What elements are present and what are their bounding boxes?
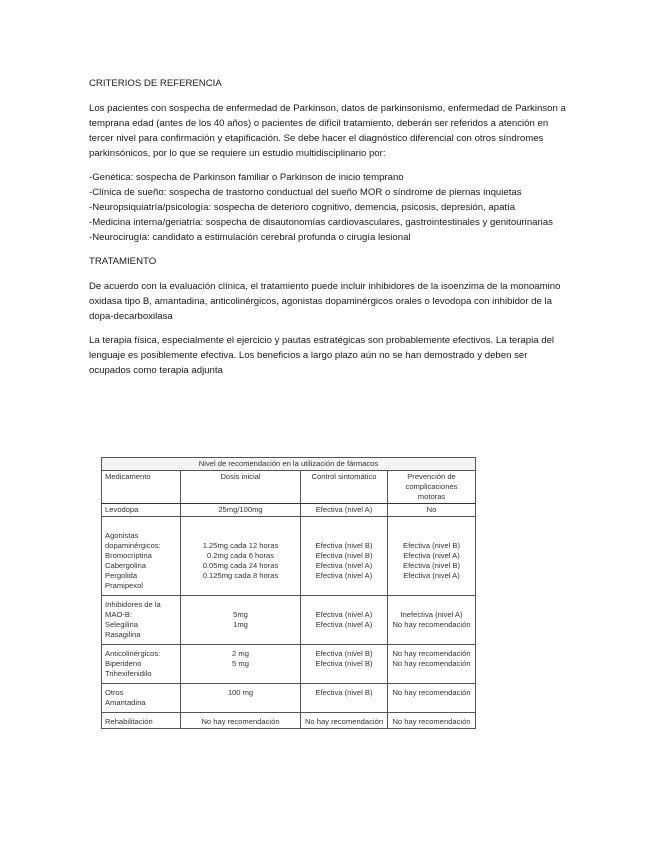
control-line: Efectiva (nivel A) (315, 571, 373, 580)
cell-dose: No hay recomendación (181, 713, 301, 729)
document-page (89, 76, 567, 387)
table-row-levodopa (102, 504, 476, 517)
drug-line: Agonistas (105, 531, 139, 540)
cell-drug-group (102, 645, 181, 684)
cell-prevention: No hay recomendación (388, 684, 476, 713)
cell-control-group (301, 645, 388, 684)
dose-line: 2 mg (232, 649, 249, 658)
dose-line: 5 mg (232, 659, 249, 668)
heading-tratamiento: TRATAMIENTO (89, 256, 157, 267)
cell-dose-group (181, 596, 301, 645)
drug-line: Trihexifenidilo (105, 669, 152, 678)
bullet-list (89, 170, 567, 245)
dose-line: 0.2mg cada 6 horas (206, 551, 275, 560)
cell-prevention: No (388, 504, 476, 517)
drug-line: dopaminérgicos: (105, 541, 161, 550)
drug-table-image (101, 457, 476, 729)
table-row-otros (102, 684, 476, 713)
drug-line: Bromocriptina (105, 551, 152, 560)
table-row-rehabilitacion (102, 713, 476, 729)
header-prevencion: Prevención de complicaciones motoras (388, 471, 476, 504)
cell-control: Efectiva (nivel B) (301, 684, 388, 713)
control-line: Efectiva (nivel A) (315, 620, 373, 629)
cell-dose-group (181, 517, 301, 596)
bullet-medicina-interna: -Medicina interna/geriatría: sospecha de disautonomías cardiovasculares, gastrointestinales y genitourinarias (89, 217, 553, 228)
cell-dose: 25mg/100mg (181, 504, 301, 517)
dose-line: 5mg (233, 610, 248, 619)
header-dosis: Dosis inicial (181, 471, 301, 504)
bullet-sueno: -Clínica de sueño: sospecha de trastorno conductual del sueño MOR o síndrome de piernas inquietas (89, 187, 522, 198)
cell-drug: Rehabilitación (102, 713, 181, 729)
prevention-line: Efectiva (nivel B) (403, 561, 460, 570)
drug-line: Pergolida (105, 571, 138, 580)
paragraph-terapia: La terapia física, especialmente el ejercicio y pautas estratégicas son probablemente efectivos. La terapia del lenguaje es posiblemente efectiva. Los beneficios a largo plazo aún no se han demostrado y deben ser ocupados como terapia adjunta (89, 335, 555, 376)
control-line: Efectiva (nivel A) (315, 610, 373, 619)
dose-line: 1mg (233, 620, 248, 629)
control-line: Efectiva (nivel B) (315, 541, 373, 550)
drug-line: Anticolinérgicos: (105, 649, 161, 658)
drug-line: Cabergolina (105, 561, 146, 570)
prevention-line: No hay recomendación (392, 649, 471, 658)
table-row-agonistas (102, 517, 476, 596)
drug-line: Rasagilina (105, 630, 141, 639)
header-control: Control sintomático (301, 471, 388, 504)
cell-drug-group (102, 596, 181, 645)
control-line: Efectiva (nivel B) (315, 659, 373, 668)
prevention-line: Efectiva (nivel A) (403, 551, 460, 560)
bullet-genetica: -Genética: sospecha de Parkinson familiar o Parkinson de inicio temprano (89, 172, 404, 183)
cell-drug: Levodopa (102, 504, 181, 517)
drug-line: Selegilina (105, 620, 138, 629)
cell-prevention: No hay recomendación (388, 713, 476, 729)
heading-criterios: CRITERIOS DE REFERENCIA (89, 78, 222, 89)
cell-dose: 100 mg (181, 684, 301, 713)
cell-prevention-group (388, 517, 476, 596)
cell-drug-group (102, 517, 181, 596)
cell-control-group (301, 517, 388, 596)
dose-line: 0.125mg cada 8 horas (202, 571, 279, 580)
cell-prevention-group (388, 645, 476, 684)
drug-line: Inhibidores de la (105, 600, 161, 609)
dose-line: 1.25mg cada 12 horas (202, 541, 279, 550)
drug-line: Biperideno (105, 659, 142, 668)
cell-control: Efectiva (nivel A) (301, 504, 388, 517)
table-row-imao (102, 596, 476, 645)
drug-line: Otros (105, 688, 124, 697)
dose-line: 0.05mg cada 24 horas (202, 561, 279, 570)
drug-line: Amantadina (105, 698, 146, 707)
cell-prevention-group (388, 596, 476, 645)
cell-drug-group (102, 684, 181, 713)
cell-control-group (301, 596, 388, 645)
control-line: Efectiva (nivel B) (315, 649, 373, 658)
prevention-line: No hay recomendación (392, 620, 471, 629)
bullet-neuropsiquiatria: -Neuropsiquiatría/psicología: sospecha de deterioro cognitivo, demencia, psicosis, depresión, apatía (89, 202, 516, 213)
bullet-neurocirugia: -Neurocirugía: candidato a estimulación cerebral profunda o cirugía lesional (89, 232, 411, 243)
drug-line: MAO-B: (105, 610, 133, 619)
paragraph-tratamiento: De acuerdo con la evaluación clínica, el tratamiento puede incluir inhibidores de la isoenzima de la monoamino oxidasa tipo B, amantadina, anticolinérgicos, agonistas dopaminérgicos orales o levodopa con inhibidor de la dopa-decarboxilasa (89, 281, 561, 322)
cell-control: No hay recomendación (301, 713, 388, 729)
header-medicamento: Medicamento (102, 471, 181, 504)
drug-line: Pramipexol (105, 581, 143, 590)
drug-recommendation-table (101, 457, 476, 729)
paragraph-referencia: Los pacientes con sospecha de enfermedad de Parkinson, datos de parkinsonismo, enfermedad de Parkinson a temprana edad (antes de los 40 años) o pacientes de difícil tratamiento, deberán ser referidos a atención en tercer nivel para confirmación y etapificación. Se debe hacer el diagnóstico diferencial con otros síndromes parkinsónicos, por lo que se requiere un estudio multidisciplinario por: (89, 103, 566, 159)
control-line: Efectiva (nivel B) (315, 551, 373, 560)
table-caption: Nivel de recomendación en la utilización de fármacos (102, 458, 476, 471)
prevention-line: Efectiva (nivel B) (403, 541, 460, 550)
prevention-line: Efectiva (nivel A) (403, 571, 460, 580)
cell-dose-group (181, 645, 301, 684)
control-line: Efectiva (nivel A) (315, 561, 373, 570)
prevention-line: No hay recomendación (392, 659, 471, 668)
prevention-line: Inefectiva (nivel A) (400, 610, 463, 619)
table-row-anticolinergicos (102, 645, 476, 684)
